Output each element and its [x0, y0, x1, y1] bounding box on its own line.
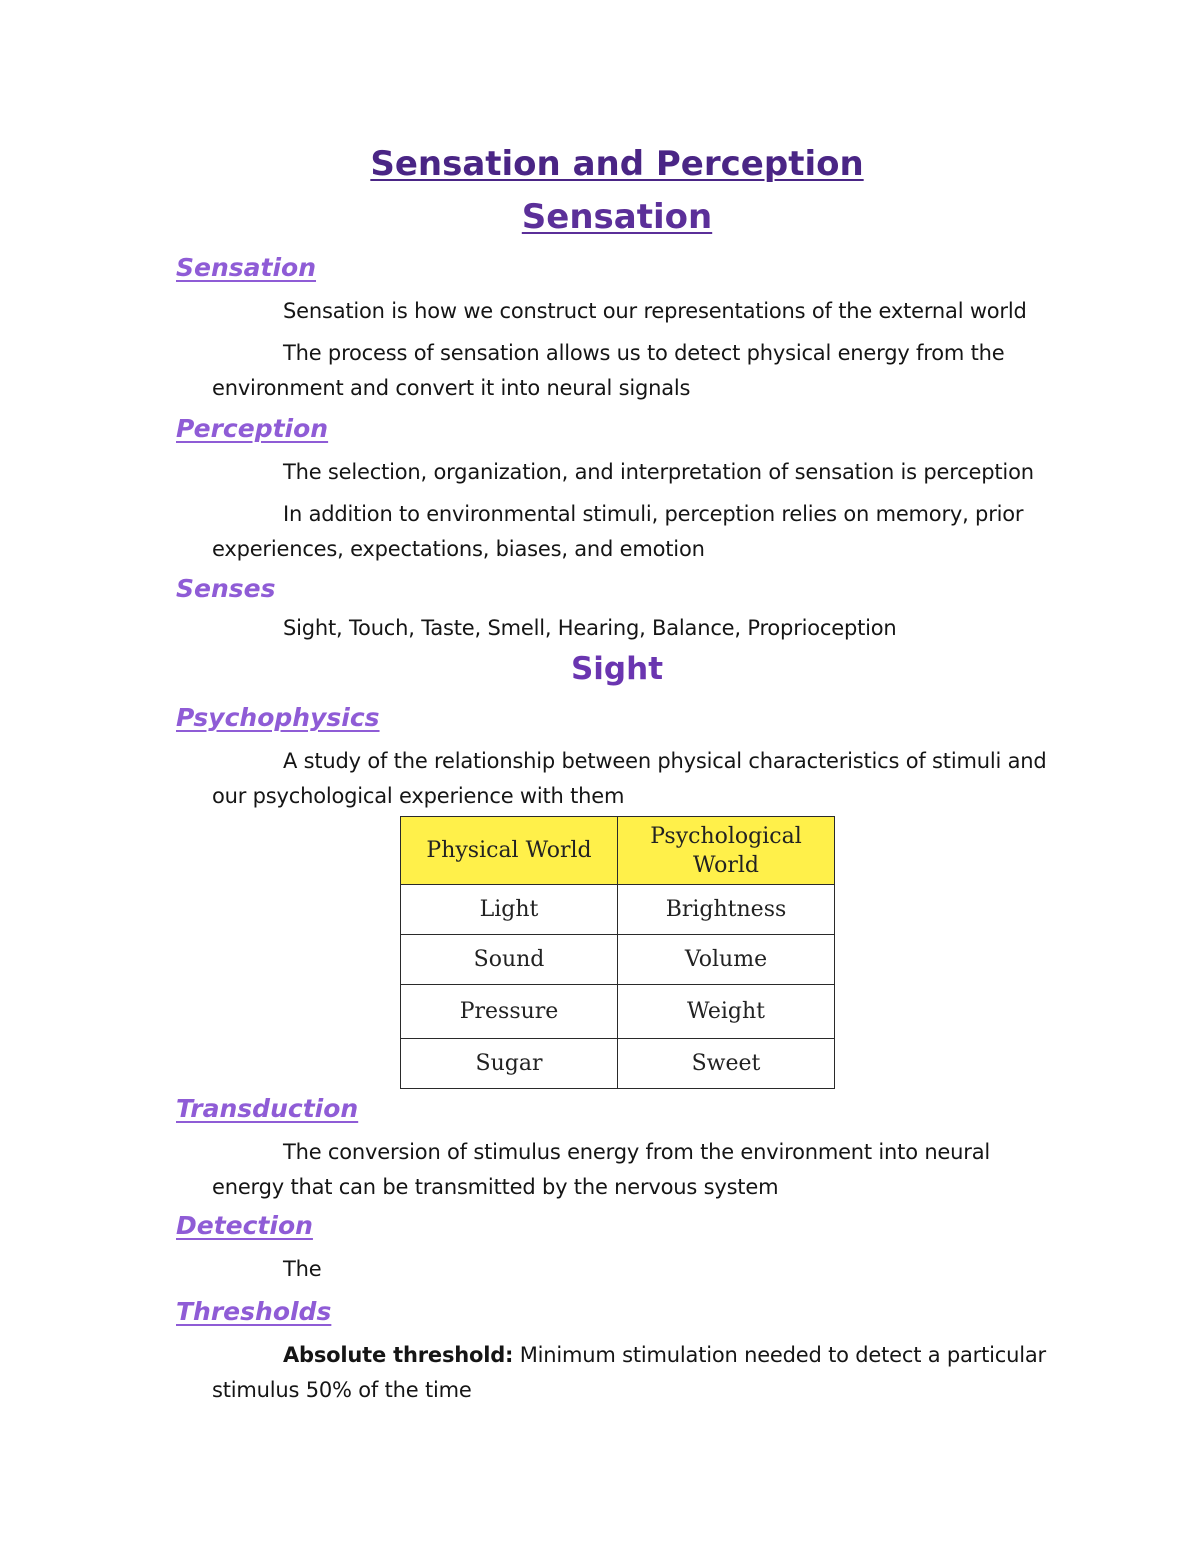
- table-header-psychological-line1: Psychological: [650, 823, 802, 849]
- heading-transduction: Transduction: [176, 1094, 359, 1123]
- sensation-line-2b: environment and convert it into neural signals: [212, 376, 691, 400]
- heading-senses: Senses: [176, 574, 276, 603]
- senses-line-1: Sight, Touch, Taste, Smell, Hearing, Balance, Proprioception: [283, 616, 897, 640]
- table-cell: Brightness: [618, 885, 835, 935]
- absolute-threshold-definition-a: Minimum stimulation needed to detect a particular: [513, 1343, 1046, 1367]
- table-row: [401, 985, 835, 1039]
- physical-psychological-table: [400, 816, 835, 1089]
- table-header-row: [401, 817, 835, 885]
- heading-thresholds: Thresholds: [176, 1297, 332, 1326]
- psychophysics-line-1a: A study of the relationship between physical characteristics of stimuli and: [283, 749, 1047, 773]
- heading-psychophysics: Psychophysics: [176, 703, 380, 732]
- table-cell: Sugar: [401, 1039, 618, 1089]
- table-header-psychological: [618, 817, 835, 885]
- table-row: [401, 935, 835, 985]
- sensation-line-1: Sensation is how we construct our representations of the external world: [283, 299, 1027, 323]
- transduction-line-1b: energy that can be transmitted by the nervous system: [212, 1175, 779, 1199]
- absolute-threshold-term: Absolute threshold:: [283, 1343, 514, 1367]
- perception-line-2b: experiences, expectations, biases, and emotion: [212, 537, 705, 561]
- sensation-line-2a: The process of sensation allows us to detect physical energy from the: [283, 341, 1005, 365]
- section-title-sight: Sight: [570, 651, 664, 687]
- heading-detection: Detection: [176, 1211, 313, 1240]
- table-row: [401, 1039, 835, 1089]
- table-cell: Pressure: [401, 985, 618, 1039]
- table-cell: Light: [401, 885, 618, 935]
- heading-sensation: Sensation: [176, 253, 317, 282]
- thresholds-line-2: stimulus 50% of the time: [212, 1378, 472, 1402]
- perception-line-1: The selection, organization, and interpretation of sensation is perception: [283, 460, 1034, 484]
- section-title-sensation: Sensation: [521, 197, 713, 237]
- heading-perception: Perception: [176, 414, 329, 443]
- table-cell: Sweet: [618, 1039, 835, 1089]
- table-row: [401, 885, 835, 935]
- thresholds-line-1: [283, 1343, 1046, 1367]
- table-header-physical: Physical World: [401, 817, 618, 885]
- table-cell: Sound: [401, 935, 618, 985]
- table-cell: Volume: [618, 935, 835, 985]
- table-cell: Weight: [618, 985, 835, 1039]
- page-title: Sensation and Perception: [370, 144, 864, 184]
- transduction-line-1a: The conversion of stimulus energy from the environment into neural: [283, 1140, 991, 1164]
- psychophysics-line-1b: our psychological experience with them: [212, 784, 625, 808]
- perception-line-2a: In addition to environmental stimuli, perception relies on memory, prior: [283, 502, 1024, 526]
- table-header-psychological-line2: World: [693, 852, 759, 878]
- detection-line-1: The: [283, 1257, 322, 1281]
